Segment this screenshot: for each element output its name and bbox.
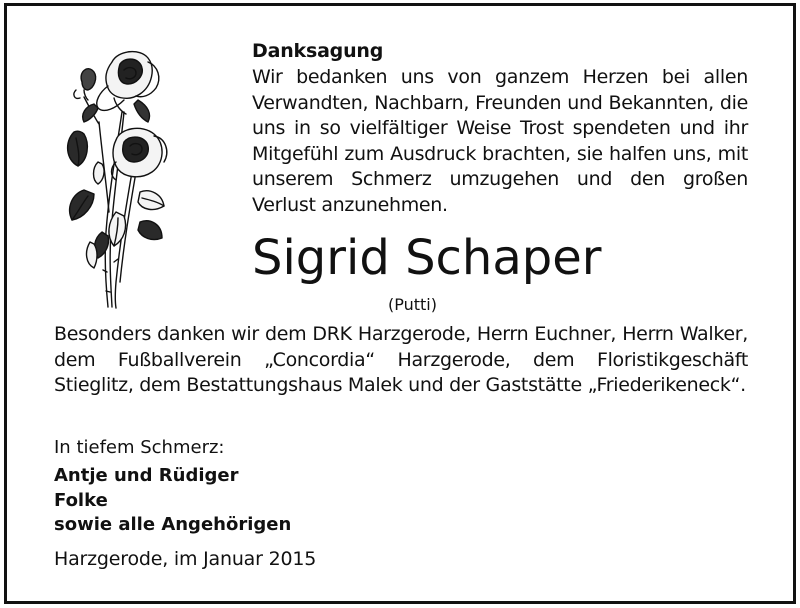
signers-list: [54, 464, 291, 538]
special-thanks-paragraph: [54, 322, 748, 399]
signoff-line: In tiefem Schmerz:: [54, 437, 225, 458]
intro-text: Wir bedanken uns von ganzem Herzen bei allen Verwandten, Nachbarn, Freunden und Bekannten, die uns in so vielfältiger Weise Trost spendeten und ihr Mitgefühl zum Ausdruck brachten, sie halfen uns, mit unserem Schmerz umzugehen und den großen Verlust anzunehmen.: [252, 66, 748, 216]
place-date: Harzgerode, im Januar 2015: [54, 548, 317, 570]
special-thanks-text: Besonders danken wir dem DRK Harzgerode, Herrn Euchner, Herrn Walker, dem Fußballverein „Concordia“ Harzgerode, dem Floristikgeschäft Stieglitz, dem Bestattungshaus Malek und der Gaststätte „Friederikeneck“.: [54, 323, 748, 396]
rose-icon: [54, 42, 174, 312]
deceased-name: Sigrid Schaper: [252, 230, 602, 286]
intro-paragraph: [252, 65, 748, 218]
signer-name: sowie alle Angehörigen: [54, 514, 292, 535]
signer-name: Folke: [54, 489, 108, 511]
signer-name: Antje und Rüdiger: [54, 465, 239, 486]
deceased-nickname: (Putti): [388, 295, 437, 314]
notice-heading: Danksagung: [252, 40, 384, 62]
